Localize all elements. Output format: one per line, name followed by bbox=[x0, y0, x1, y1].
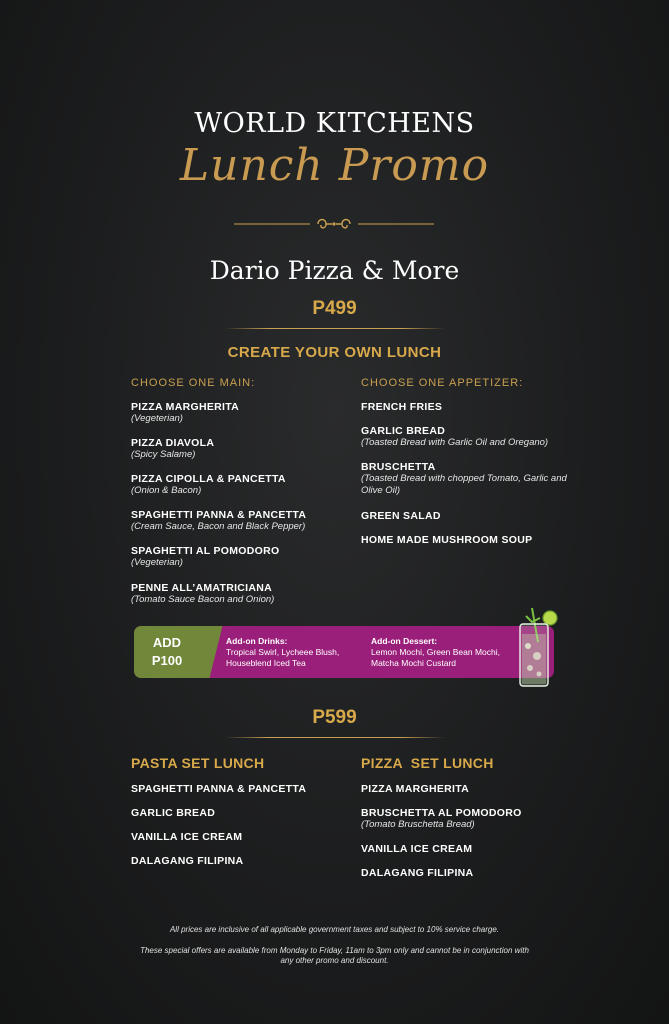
appetizer-desc: (Toasted Bread with chopped Tomato, Garlic and Olive Oil) bbox=[361, 473, 567, 496]
header-script-title: Lunch Promo bbox=[179, 140, 490, 191]
main-desc: (Spicy Salame) bbox=[131, 449, 196, 460]
appetizer-name: HOME MADE MUSHROOM SOUP bbox=[361, 534, 533, 546]
list-item bbox=[131, 582, 274, 606]
set-item-name: BRUSCHETTA AL POMODORO bbox=[361, 807, 522, 819]
tier2-price: P599 bbox=[312, 707, 357, 728]
list-item: DALAGANG FILIPINA bbox=[361, 867, 474, 879]
addon-drinks-text: Tropical Swirl, Lycheee Blush, Houseblend Iced Tea bbox=[226, 647, 340, 668]
list-item bbox=[131, 401, 239, 425]
footer-note-availability: These special offers are available from Monday to Friday, 11am to 3pm only and cannot be in conjunction with any other promo and discount. bbox=[140, 946, 529, 965]
list-item bbox=[361, 534, 532, 546]
tier1-title: CREATE YOUR OWN LUNCH bbox=[227, 344, 442, 361]
list-item: SPAGHETTI PANNA & PANCETTA bbox=[131, 783, 307, 795]
main-desc: (Tomato Sauce Bacon and Onion) bbox=[131, 594, 275, 605]
set-item-desc: (Tomato Bruschetta Bread) bbox=[361, 819, 475, 830]
list-item bbox=[361, 425, 576, 449]
footer-note-tax: All prices are inclusive of all applicable government taxes and subject to 10% service charge. bbox=[169, 925, 500, 934]
ornament-divider-icon bbox=[234, 214, 434, 234]
appetizer-desc: (Toasted Bread with Garlic Oil and Oregano) bbox=[361, 437, 549, 448]
addon-drinks-heading: Add-on Drinks: bbox=[226, 636, 288, 646]
main-desc: (Onion & Bacon) bbox=[131, 485, 202, 496]
header-title: WORLD KITCHENS bbox=[194, 108, 475, 139]
main-name: PENNE ALL’AMATRICIANA bbox=[131, 582, 273, 594]
list-item: PIZZA MARGHERITA bbox=[361, 783, 470, 795]
addon-dessert-heading: Add-on Dessert: bbox=[371, 636, 438, 646]
main-name: SPAGHETTI PANNA & PANCETTA bbox=[131, 509, 307, 521]
list-item bbox=[361, 807, 522, 831]
addon-add-word: ADD bbox=[152, 635, 182, 650]
pizza-set-title: PIZZA SET LUNCH bbox=[361, 755, 494, 771]
appetizer-name: GARLIC BREAD bbox=[361, 425, 446, 437]
tier1-price: P499 bbox=[312, 298, 357, 319]
main-desc: (Vegeterian) bbox=[131, 557, 183, 568]
list-item bbox=[361, 401, 442, 413]
main-desc: (Cream Sauce, Bacon and Black Pepper) bbox=[131, 521, 306, 532]
list-item bbox=[131, 473, 286, 497]
restaurant-name: Dario Pizza & More bbox=[209, 256, 460, 285]
main-name: PIZZA MARGHERITA bbox=[131, 401, 240, 413]
list-item bbox=[131, 509, 306, 533]
tier2-divider bbox=[225, 737, 445, 738]
main-desc: (Vegeterian) bbox=[131, 413, 183, 424]
list-item bbox=[131, 545, 279, 569]
pasta-set-title: PASTA SET LUNCH bbox=[131, 755, 265, 771]
list-item bbox=[361, 461, 576, 497]
mains-heading: CHOOSE ONE MAIN: bbox=[131, 377, 256, 389]
list-item bbox=[131, 437, 214, 461]
list-item: VANILLA ICE CREAM bbox=[131, 831, 243, 843]
addon-price-label bbox=[134, 634, 200, 670]
tier1-divider bbox=[225, 328, 445, 329]
main-name: PIZZA CIPOLLA & PANCETTA bbox=[131, 473, 286, 485]
appetizers-heading: CHOOSE ONE APPETIZER: bbox=[361, 377, 524, 389]
appetizer-name: BRUSCHETTA bbox=[361, 461, 436, 473]
addon-banner bbox=[134, 626, 554, 678]
appetizer-name: FRENCH FRIES bbox=[361, 401, 443, 413]
addon-add-price: P100 bbox=[151, 653, 183, 668]
list-item: GARLIC BREAD bbox=[131, 807, 216, 819]
list-item bbox=[361, 510, 441, 522]
appetizer-name: GREEN SALAD bbox=[361, 510, 441, 522]
list-item: VANILLA ICE CREAM bbox=[361, 843, 473, 855]
main-name: PIZZA DIAVOLA bbox=[131, 437, 215, 449]
list-item: DALAGANG FILIPINA bbox=[131, 855, 244, 867]
main-name: SPAGHETTI AL POMODORO bbox=[131, 545, 280, 557]
cocktail-glass-icon bbox=[512, 602, 562, 690]
addon-dessert-text: Lemon Mochi, Green Bean Mochi, Matcha Mochi Custard bbox=[371, 647, 500, 668]
